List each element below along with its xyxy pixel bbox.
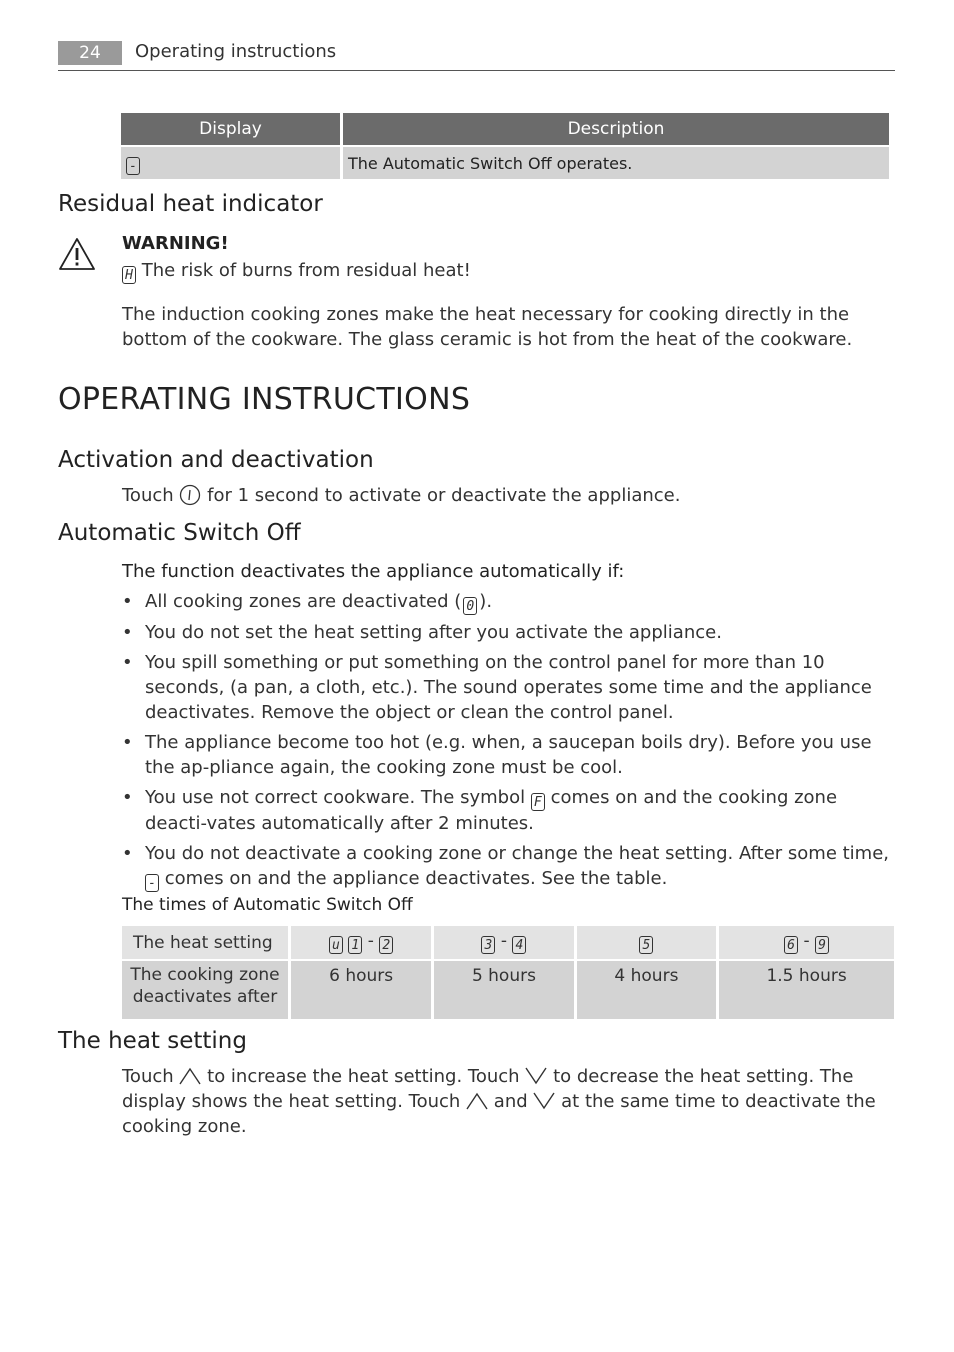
zero-setting-symbol: 0 xyxy=(463,597,477,615)
residual-heat-symbol: H xyxy=(122,266,136,284)
table-caption: The times of Automatic Switch Off xyxy=(122,895,413,915)
display-table xyxy=(118,111,892,181)
description-column-header: Description xyxy=(343,113,889,145)
auto-switch-off-heading: Automatic Switch Off xyxy=(58,520,301,546)
running-header-title: Operating instructions xyxy=(135,41,337,62)
heat-setting-paragraph: Touch to increase the heat setting. Touch to decrease the heat setting. The display shows the heat setting. Touch and at the same time to deactivate the cooking zone. xyxy=(122,1066,876,1137)
list-item: • All cooking zones are deactivated ( 0 ). xyxy=(122,589,892,615)
table-cell-time: 6 hours xyxy=(291,961,431,1019)
table-cell-setting xyxy=(577,926,716,959)
heat-symbol: 2 xyxy=(379,936,393,954)
auto-switch-off-intro: The function deactivates the appliance automatically if: xyxy=(122,561,625,582)
table-cell-setting: u 1 - 2 xyxy=(291,926,431,959)
heat-setting-row-label: The heat setting xyxy=(122,926,288,959)
list-item: • You spill something or put something on the control panel for more than 10 seconds, (a pan, a cloth, etc.). The sound operates some time and the appliance deactivates. Remove the object or clean the control panel. xyxy=(122,650,892,725)
table-row xyxy=(121,147,889,179)
table-cell-time: 5 hours xyxy=(434,961,573,1019)
table-row xyxy=(122,961,894,1019)
deactivates-after-row-label: The cooking zone deactivates after xyxy=(122,961,288,1019)
list-item: • You do not deactivate a cooking zone or change the heat setting. After some time, - comes on and the appliance deactivates. See the table. xyxy=(122,841,892,892)
heat-symbol: 3 xyxy=(481,936,495,954)
down-arrow-icon xyxy=(533,1092,555,1110)
list-item: • You do not set the heat setting after you activate the appliance. xyxy=(122,620,892,645)
warning-triangle-icon xyxy=(58,237,96,271)
warning-line xyxy=(122,258,471,284)
switch-off-times-table xyxy=(119,924,897,1021)
down-arrow-icon xyxy=(525,1067,547,1085)
cookware-fault-symbol: F xyxy=(531,793,545,811)
table-cell-setting: 3 - 4 xyxy=(434,926,573,959)
list-item: • You use not correct cookware. The symbol F comes on and the cooking zone deacti-vates automatically after 2 minutes. xyxy=(122,785,892,836)
heat-symbol: 1 xyxy=(348,936,362,954)
heat-symbol: 4 xyxy=(512,936,526,954)
heat-symbol: 6 xyxy=(784,936,798,954)
activation-heading: Activation and deactivation xyxy=(58,447,374,473)
table-cell-time: 4 hours xyxy=(577,961,716,1019)
switch-off-dash-symbol: - xyxy=(145,874,159,892)
up-arrow-icon xyxy=(179,1067,201,1085)
heat-setting-heading: The heat setting xyxy=(58,1028,247,1054)
dash-display-symbol: - xyxy=(126,157,140,175)
residual-heat-paragraph: The induction cooking zones make the heat necessary for cooking directly in the bottom of the cookware. The glass ceramic is hot from the heat of the cookware. xyxy=(122,304,853,350)
warning-label: WARNING! xyxy=(122,233,229,254)
table-cell-setting: 6 - 9 xyxy=(719,926,894,959)
heat-symbol: 5 xyxy=(639,936,653,954)
main-section-heading: OPERATING INSTRUCTIONS xyxy=(58,382,471,417)
activation-text: Touch for 1 second to activate or deactivate the appliance. xyxy=(122,485,681,506)
heat-symbol: u xyxy=(329,936,343,954)
table-row xyxy=(122,926,894,959)
auto-switch-off-conditions xyxy=(122,589,892,897)
warning-text: The risk of burns from residual heat! xyxy=(141,260,471,281)
residual-heat-heading: Residual heat indicator xyxy=(58,191,323,217)
header-rule xyxy=(58,70,895,71)
table-cell-time: 1.5 hours xyxy=(719,961,894,1019)
list-item: • The appliance become too hot (e.g. when, a saucepan boils dry). Before you use the ap-pliance again, the cooking zone must be cool. xyxy=(122,730,892,780)
table-cell-description: The Automatic Switch Off operates. xyxy=(343,147,889,179)
page-number: 24 xyxy=(58,41,122,65)
heat-symbol: 9 xyxy=(815,936,829,954)
power-on-off-icon xyxy=(179,484,201,506)
display-column-header: Display xyxy=(121,113,340,145)
up-arrow-icon xyxy=(466,1092,488,1110)
